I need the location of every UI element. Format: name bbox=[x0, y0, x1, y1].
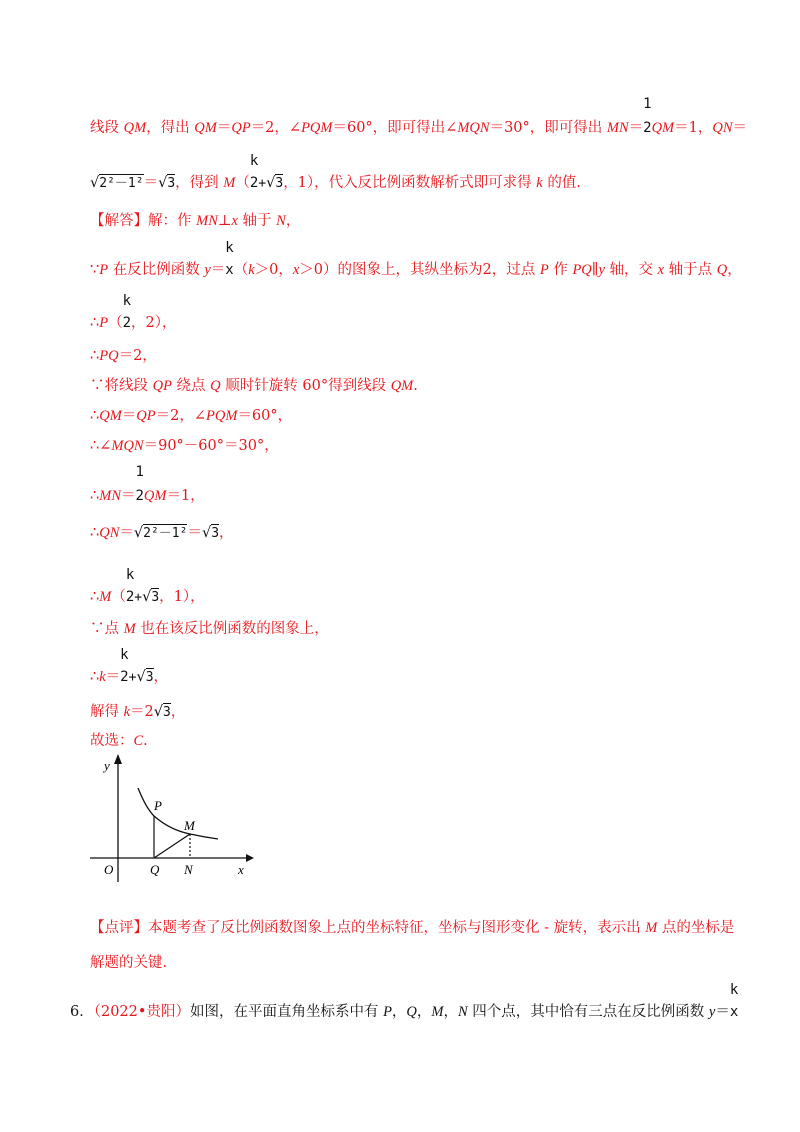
var: M bbox=[223, 175, 236, 191]
solution-line-16 bbox=[90, 734, 148, 749]
radicand: 3 bbox=[211, 526, 220, 541]
var: QP bbox=[136, 408, 156, 424]
text: ∵将线段 bbox=[90, 378, 153, 394]
var: QM bbox=[194, 120, 217, 136]
denominator: 2 bbox=[135, 488, 144, 504]
numerator: k bbox=[225, 240, 234, 256]
text: 顺时针旋转 60°得到线段 bbox=[220, 378, 391, 394]
var: QP bbox=[231, 120, 251, 136]
text: ， bbox=[285, 213, 301, 229]
analysis-line-2 bbox=[90, 153, 581, 191]
solution-line-14 bbox=[90, 647, 169, 685]
numerator: 1 bbox=[135, 464, 144, 480]
var: P bbox=[383, 1004, 392, 1020]
text: ∴ bbox=[90, 589, 100, 605]
fraction-k-2 bbox=[249, 153, 259, 191]
origin-label: O bbox=[104, 862, 114, 877]
text: ， bbox=[416, 1004, 432, 1020]
fraction-k-2 bbox=[125, 567, 135, 605]
text: ＝ bbox=[732, 120, 748, 136]
var: QM bbox=[99, 408, 122, 424]
var: QM bbox=[390, 378, 414, 394]
segment-qm bbox=[154, 834, 190, 858]
text: ，1），代入反比例函数解析式即可求得 bbox=[283, 175, 537, 191]
text: ＝2 bbox=[130, 704, 154, 720]
hyperbola-curve bbox=[138, 788, 218, 839]
var: QM bbox=[651, 120, 675, 136]
solution-line-12 bbox=[90, 567, 205, 605]
text: 绕点 bbox=[171, 378, 211, 394]
question-6 bbox=[70, 982, 739, 1020]
text: . bbox=[143, 733, 148, 749]
text: ∴ bbox=[90, 488, 100, 504]
denominator: x bbox=[225, 262, 234, 278]
text: 在反比例函数 bbox=[108, 262, 205, 278]
text: ∴∠ bbox=[90, 438, 112, 454]
point-q-label: Q bbox=[150, 862, 160, 877]
analysis-line-1 bbox=[90, 96, 748, 136]
question-number: 6． bbox=[70, 1004, 94, 1020]
var: QP bbox=[152, 378, 172, 394]
radical: √3 bbox=[142, 589, 160, 605]
radicand: 3 bbox=[275, 176, 284, 191]
text: ∥ bbox=[591, 262, 599, 278]
text: ∵ bbox=[90, 262, 100, 278]
text: ＝ bbox=[120, 488, 136, 504]
radical: √3 bbox=[158, 175, 176, 191]
text: ， bbox=[219, 525, 234, 541]
solution-line-6 bbox=[90, 349, 157, 364]
var: P bbox=[539, 262, 549, 278]
text: ＝2，∠ bbox=[155, 408, 207, 424]
fraction-half bbox=[643, 96, 652, 136]
var: k bbox=[99, 669, 106, 685]
text: ，1）， bbox=[159, 589, 205, 605]
var: QM bbox=[123, 120, 147, 136]
text: 的值. bbox=[542, 175, 581, 191]
var: PQM bbox=[301, 120, 333, 136]
fraction-k-2 bbox=[120, 647, 129, 685]
text: 点的坐标是 bbox=[657, 920, 735, 936]
radicand: 3 bbox=[167, 176, 176, 191]
solution-line-11 bbox=[90, 526, 234, 541]
text: ＝ bbox=[628, 120, 644, 136]
var: y bbox=[204, 262, 211, 278]
text: ⊥ bbox=[217, 213, 232, 229]
text: ＝60°， bbox=[237, 408, 293, 424]
text: 解得 bbox=[90, 704, 124, 720]
text: 线段 bbox=[90, 120, 124, 136]
comment-line-2 bbox=[90, 956, 167, 971]
text: （ bbox=[108, 315, 123, 331]
var: Q bbox=[716, 262, 728, 278]
solution-line-13 bbox=[90, 622, 329, 637]
numerator: k bbox=[120, 647, 129, 663]
var: N bbox=[276, 213, 286, 229]
text: ， bbox=[170, 704, 186, 720]
text: ，2）， bbox=[131, 315, 177, 331]
solution-line-8 bbox=[90, 409, 292, 424]
radical: √2²－1² bbox=[133, 525, 188, 541]
x-axis-arrow bbox=[246, 854, 254, 862]
text: ，得到 bbox=[175, 175, 224, 191]
text: ， bbox=[443, 1004, 458, 1020]
radicand: 2²－1² bbox=[143, 526, 188, 541]
text: ＝ bbox=[121, 408, 137, 424]
text: 轴于点 bbox=[664, 262, 717, 278]
radicand: 3 bbox=[145, 670, 154, 685]
text: ∴ bbox=[90, 669, 100, 685]
answer-tag: 【解答】 bbox=[90, 213, 148, 229]
text: ＝1， bbox=[166, 488, 205, 504]
text: ∵点 bbox=[90, 621, 124, 637]
text: 作 bbox=[548, 262, 573, 278]
var: QN bbox=[712, 120, 733, 136]
text: ＝ bbox=[187, 525, 202, 541]
y-label: y bbox=[104, 758, 110, 773]
text: ，得出 bbox=[146, 120, 195, 136]
text: 本题考查了反比例函数图象上点的坐标特征，坐标与图形变化 - 旋转，表示出 bbox=[148, 920, 646, 936]
var: Q bbox=[406, 1004, 417, 1020]
var: P bbox=[99, 315, 109, 331]
var: MN bbox=[99, 488, 121, 504]
var: x bbox=[657, 262, 665, 278]
text: ＝ bbox=[210, 262, 226, 278]
var: MN bbox=[606, 120, 629, 136]
var: PQ bbox=[99, 348, 119, 364]
text: ∴ bbox=[90, 315, 100, 331]
text: ＞0， bbox=[254, 262, 293, 278]
denominator: 2 bbox=[122, 315, 132, 331]
fraction-k-x bbox=[225, 240, 234, 278]
var: P bbox=[99, 262, 109, 278]
text: ， bbox=[727, 262, 742, 278]
solution-line-10 bbox=[90, 464, 205, 504]
text: 也在该反比例函数的图象上， bbox=[135, 621, 329, 637]
solution-line-9 bbox=[90, 439, 279, 454]
point-p-label: P bbox=[154, 798, 162, 813]
text: ∴ bbox=[90, 408, 100, 424]
fraction-half bbox=[135, 464, 144, 504]
comment-tag: 【点评】 bbox=[90, 920, 148, 936]
var: Q bbox=[210, 378, 221, 394]
denominator: 2 bbox=[643, 120, 652, 136]
var: x bbox=[292, 262, 300, 278]
text: （ bbox=[235, 175, 250, 191]
text: 轴，交 bbox=[604, 262, 658, 278]
text: ∴ bbox=[90, 525, 100, 541]
point-n-label: N bbox=[184, 862, 193, 877]
fraction-k-2 bbox=[122, 293, 132, 331]
var: C bbox=[133, 733, 144, 749]
comment-line-1 bbox=[90, 921, 734, 936]
numerator: k bbox=[122, 293, 132, 309]
text: . bbox=[413, 378, 418, 394]
text: ＝2，∠ bbox=[250, 120, 302, 136]
var: QN bbox=[99, 525, 120, 541]
text: ＝ bbox=[715, 1004, 730, 1020]
var: M bbox=[431, 1004, 444, 1020]
var: MQN bbox=[457, 120, 490, 136]
numerator: k bbox=[249, 153, 259, 169]
text: ＝ bbox=[105, 669, 121, 685]
var: x bbox=[231, 213, 238, 229]
var: y bbox=[598, 262, 605, 278]
radicand: 3 bbox=[151, 590, 160, 605]
solution-line-15 bbox=[90, 705, 185, 720]
var: k bbox=[248, 262, 255, 278]
fraction-k-x bbox=[729, 982, 739, 1020]
solution-line-3 bbox=[90, 214, 300, 229]
radical: √3 bbox=[136, 669, 154, 685]
numerator: k bbox=[125, 567, 135, 583]
text: （ bbox=[233, 262, 249, 278]
denominator: 2 bbox=[125, 589, 135, 605]
var: y bbox=[708, 1004, 716, 1020]
numerator: 1 bbox=[643, 96, 652, 112]
radical: √3 bbox=[266, 175, 284, 191]
denominator: 2 bbox=[120, 669, 129, 685]
y-axis-arrow bbox=[114, 754, 122, 764]
denominator: 2 bbox=[249, 175, 259, 191]
text: ＝2， bbox=[118, 348, 157, 364]
text: 解题的关键. bbox=[90, 955, 168, 971]
question-source: （2022•贵阳） bbox=[93, 1004, 190, 1020]
plus: + bbox=[258, 176, 267, 191]
text: ， bbox=[153, 669, 169, 685]
var: MQN bbox=[111, 438, 144, 454]
solution-line-7 bbox=[90, 379, 418, 394]
coordinate-graph bbox=[88, 750, 258, 882]
radical: √3 bbox=[153, 704, 171, 720]
text: 如图，在平面直角坐标系中有 bbox=[189, 1004, 384, 1020]
text: 解：作 bbox=[148, 213, 197, 229]
var: N bbox=[458, 1004, 468, 1020]
plus: + bbox=[128, 670, 137, 685]
text: ∴ bbox=[90, 348, 100, 364]
solution-line-5 bbox=[90, 293, 177, 331]
radical: √3 bbox=[201, 525, 220, 541]
text: ， bbox=[391, 1004, 407, 1020]
numerator: k bbox=[729, 982, 739, 998]
text: ＞0）的图象上，其纵坐标为2，过点 bbox=[299, 262, 540, 278]
radical: √2²－1² bbox=[90, 175, 144, 191]
point-m-label: M bbox=[184, 818, 195, 833]
text: ＝ bbox=[216, 120, 232, 136]
var: PQ bbox=[572, 262, 592, 278]
var: MN bbox=[196, 213, 218, 229]
text: 故选： bbox=[90, 733, 134, 749]
var: M bbox=[99, 589, 112, 605]
text: （ bbox=[111, 589, 126, 605]
text: 轴于 bbox=[237, 213, 277, 229]
var: M bbox=[645, 920, 658, 936]
radicand: 2²－1² bbox=[99, 176, 144, 191]
text: ＝60°，即可得出∠ bbox=[332, 120, 458, 136]
text: ＝90°－60°＝30°， bbox=[143, 438, 279, 454]
text: ＝30°，即可得出 bbox=[489, 120, 607, 136]
var: PQM bbox=[206, 408, 238, 424]
text: 四个点，其中恰有三点在反比例函数 bbox=[467, 1004, 709, 1020]
text: ＝1， bbox=[674, 120, 713, 136]
var: k bbox=[123, 704, 131, 720]
plus: + bbox=[134, 590, 143, 605]
var: QM bbox=[143, 488, 167, 504]
text: ＝ bbox=[143, 175, 159, 191]
var: k bbox=[536, 175, 543, 191]
x-label: x bbox=[238, 862, 244, 877]
solution-line-4 bbox=[90, 240, 742, 278]
text: ＝ bbox=[119, 525, 134, 541]
denominator: x bbox=[729, 1004, 739, 1020]
var: M bbox=[123, 621, 136, 637]
radicand: 3 bbox=[163, 705, 171, 720]
